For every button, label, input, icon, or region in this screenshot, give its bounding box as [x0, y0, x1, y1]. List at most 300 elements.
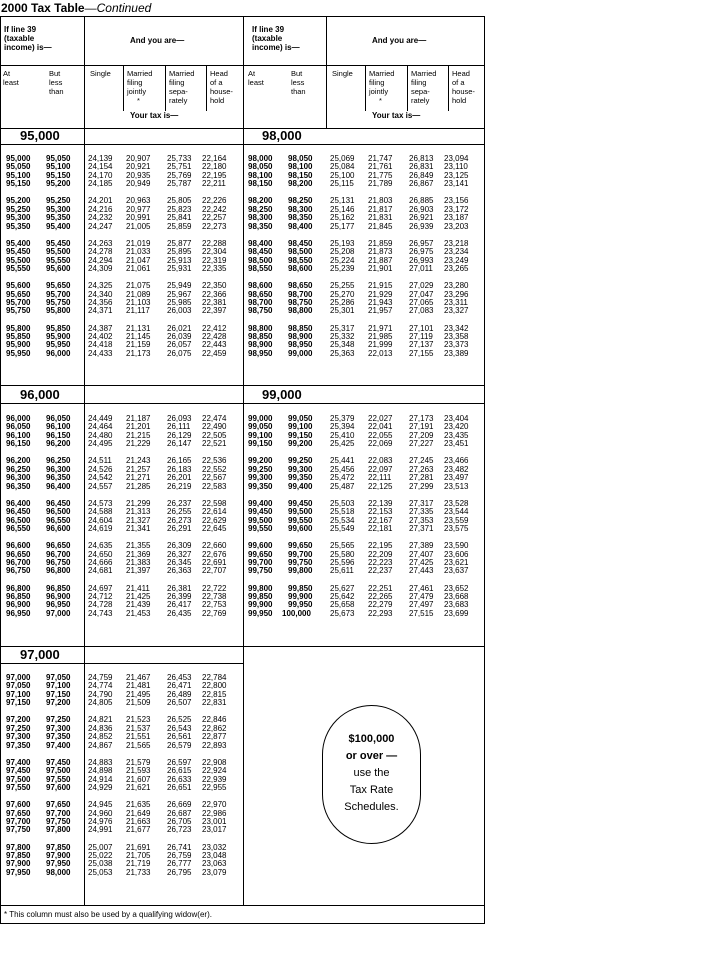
at-least-value: 97,650: [6, 808, 31, 818]
but-less-label: But less than: [49, 69, 64, 96]
mfj-tax: 21,215: [126, 430, 151, 440]
single-tax: 24,914: [88, 774, 113, 784]
at-least-value: 97,250: [6, 723, 31, 733]
at-least-value: 99,700: [248, 558, 273, 567]
less-than-value: 96,400: [46, 481, 71, 491]
single-tax: 25,239: [330, 264, 355, 273]
mfs-tax: 25,859: [167, 221, 192, 231]
at-least-value: 96,900: [6, 600, 31, 610]
less-than-value: 95,300: [46, 204, 71, 214]
mfj-tax: 21,677: [126, 825, 151, 835]
at-least-value: 99,600: [248, 541, 273, 551]
mfj-tax: 22,027: [368, 414, 393, 423]
less-than-value: 95,250: [46, 196, 71, 206]
single-tax: 25,658: [330, 600, 355, 610]
mfj-tax: 21,075: [126, 281, 151, 291]
mfs-tax: 26,687: [167, 808, 192, 818]
less-than-value: 96,250: [46, 456, 71, 466]
hoh-tax: 23,079: [202, 867, 227, 877]
hoh-tax: 23,559: [444, 515, 469, 525]
at-least-value: 96,100: [6, 430, 31, 440]
mfs-tax: 25,805: [167, 196, 192, 206]
less-than-value: 97,050: [46, 673, 71, 682]
at-least-value: 95,450: [6, 247, 31, 257]
mfs-tax: 26,183: [167, 464, 192, 474]
mfs-tax: 26,147: [167, 439, 192, 449]
hoh-tax: 22,645: [202, 524, 227, 533]
mfj-tax: 21,733: [126, 867, 151, 877]
single-tax: 24,325: [88, 281, 113, 291]
at-least-value: 96,650: [6, 549, 31, 559]
mfs-tax: 27,191: [409, 422, 434, 432]
mfj-tax: 21,383: [126, 558, 151, 567]
single-tax: 24,821: [88, 715, 113, 725]
page-title: 2000 Tax Table—Continued: [1, 1, 152, 15]
single-tax: 24,728: [88, 600, 113, 610]
mfj-tax: 22,097: [368, 464, 393, 474]
less-than-value: 99,800: [288, 566, 313, 576]
at-least-value: 95,050: [6, 162, 31, 172]
footer-rule: [0, 905, 485, 906]
single-tax: 24,495: [88, 439, 113, 449]
mfj-tax: 21,943: [368, 298, 393, 307]
single-tax: 24,790: [88, 689, 113, 699]
mfj-tax: 21,257: [126, 464, 151, 474]
less-than-value: 97,700: [46, 808, 71, 818]
mfs-tax: 26,867: [409, 179, 434, 189]
at-least-value: 99,150: [248, 439, 273, 449]
mfs-tax: 25,967: [167, 289, 192, 299]
mfs-tax: 26,255: [167, 507, 192, 517]
mfj-tax: 21,229: [126, 439, 151, 449]
less-than-value: 99,250: [288, 456, 313, 466]
hoh-tax: 23,110: [444, 162, 468, 172]
hoh-label: Head of a house- hold: [210, 69, 233, 105]
at-least-value: 98,900: [248, 340, 273, 350]
hoh-tax: 22,738: [202, 592, 227, 601]
at-least-value: 96,250: [6, 464, 31, 474]
mfj-tax: 22,265: [368, 592, 393, 601]
mfs-tax: 26,669: [167, 800, 192, 810]
at-least-value: 96,500: [6, 515, 31, 525]
at-least-value: 95,000: [6, 154, 31, 163]
mfs-tax: 26,273: [167, 515, 192, 525]
single-tax: 24,232: [88, 213, 113, 223]
hoh-tax: 23,063: [202, 859, 227, 869]
hoh-tax: 22,195: [202, 170, 227, 180]
hoh-tax: 22,629: [202, 515, 227, 525]
less-than-value: 98,350: [288, 213, 313, 223]
mfs-tax: 26,543: [167, 723, 192, 733]
mfs-tax: 26,075: [167, 348, 192, 358]
less-than-value: 96,200: [46, 439, 71, 449]
mfs-tax: 26,201: [167, 473, 192, 483]
single-tax: 25,642: [330, 592, 355, 601]
less-than-value: 98,050: [288, 154, 313, 163]
single-tax: 24,697: [88, 583, 113, 593]
single-tax: 24,883: [88, 757, 113, 767]
single-tax: 25,518: [330, 507, 355, 517]
hoh-tax: 23,048: [202, 851, 227, 860]
less-than-value: 97,000: [46, 608, 71, 618]
single-tax: 25,503: [330, 498, 355, 508]
less-than-value: 98,000: [46, 867, 71, 877]
mfs-tax: 25,733: [167, 154, 192, 163]
single-tax: 24,650: [88, 549, 113, 559]
col-div: [448, 65, 449, 111]
less-than-value: 97,250: [46, 715, 71, 725]
col-div: [123, 65, 124, 111]
single-tax: 25,611: [330, 566, 354, 576]
at-least-value: 98,050: [248, 162, 273, 172]
hoh-tax: 23,094: [444, 154, 469, 163]
mfs-tax: 25,787: [167, 179, 192, 189]
hoh-tax: 22,831: [202, 698, 227, 708]
hoh-tax: 22,505: [202, 430, 227, 440]
less-than-value: 98,600: [288, 264, 313, 273]
single-tax: 24,852: [88, 732, 113, 742]
mfj-tax: 21,467: [126, 673, 151, 682]
hoh-tax: 22,846: [202, 715, 227, 725]
hoh-tax: 22,660: [202, 541, 227, 551]
hoh-tax: 22,366: [202, 289, 227, 299]
mfs-tax: 26,723: [167, 825, 192, 835]
mfj-tax: 22,069: [368, 439, 393, 449]
mfs-tax: 26,795: [167, 867, 192, 877]
mfj-tax: 21,159: [126, 340, 151, 350]
and-you-are-label: And you are—: [372, 36, 427, 45]
less-than-value: 96,150: [46, 430, 71, 440]
at-least-value: 95,850: [6, 332, 31, 341]
mfj-tax: 21,985: [368, 332, 393, 341]
mfj-tax: 22,237: [368, 566, 393, 576]
at-least-value: 95,700: [6, 298, 31, 307]
hoh-tax: 22,242: [202, 204, 227, 214]
hoh-tax: 22,955: [202, 783, 227, 792]
single-tax: 24,185: [88, 179, 113, 189]
mfs-label: Married filing sepa- rately: [169, 69, 195, 105]
mfj-tax: 21,397: [126, 566, 151, 576]
mfj-tax: 21,509: [126, 698, 151, 708]
hoh-tax: 23,032: [202, 842, 227, 852]
less-than-value: 98,850: [288, 323, 313, 333]
single-tax: 25,441: [330, 456, 355, 466]
hoh-tax: 23,001: [202, 817, 227, 826]
at-least-value: 95,200: [6, 196, 31, 206]
mfs-tax: 26,813: [409, 154, 434, 163]
at-least-value: 95,550: [6, 264, 31, 273]
mfj-tax: 21,019: [126, 238, 151, 248]
single-tax: 25,627: [330, 583, 355, 593]
mfj-tax: 21,663: [126, 817, 151, 826]
at-least-value: 99,900: [248, 600, 273, 610]
mfj-tax: 22,125: [368, 481, 393, 491]
less-than-value: 99,350: [288, 473, 313, 483]
less-than-value: 96,900: [46, 592, 71, 601]
mfj-tax: 22,181: [368, 524, 393, 533]
mfs-tax: 26,471: [167, 681, 192, 691]
at-least-value: 96,350: [6, 481, 31, 491]
mfs-tax: 26,597: [167, 757, 192, 767]
less-than-value: 97,500: [46, 766, 71, 776]
label-rule: [0, 663, 243, 664]
less-than-value: 95,450: [46, 238, 71, 248]
single-tax: 25,580: [330, 549, 355, 559]
single-tax: 24,309: [88, 264, 113, 273]
mfs-tax: 27,515: [409, 608, 434, 618]
hoh-tax: 23,342: [444, 323, 469, 333]
hoh-tax: 22,490: [202, 422, 227, 432]
single-tax: 25,673: [330, 608, 355, 618]
mfs-tax: 27,173: [409, 414, 434, 423]
hoh-tax: 22,319: [202, 255, 227, 265]
hoh-label: Head of a house- hold: [452, 69, 475, 105]
mfs-tax: 27,299: [409, 481, 434, 491]
mfj-tax: 21,901: [368, 264, 393, 273]
mfj-tax: 21,691: [126, 842, 151, 852]
less-than-value: 99,100: [288, 422, 313, 432]
less-than-value: 98,950: [288, 340, 313, 350]
section-label: 95,000: [20, 128, 60, 143]
mfs-tax: 27,407: [409, 549, 434, 559]
at-least-value: 96,950: [6, 608, 31, 618]
hoh-tax: 23,699: [444, 608, 469, 618]
mfs-tax: 27,497: [409, 600, 434, 610]
mfj-tax: 21,929: [368, 289, 393, 299]
less-than-value: 95,200: [46, 179, 71, 189]
label-rule: [0, 403, 485, 404]
mfs-tax: 26,237: [167, 498, 192, 508]
at-least-value: 99,750: [248, 566, 273, 576]
hoh-tax: 22,552: [202, 464, 227, 474]
less-than-value: 97,800: [46, 825, 71, 835]
less-than-value: 95,900: [46, 332, 71, 341]
mfj-tax: 22,041: [368, 422, 393, 432]
mfj-label: Married filing jointly *: [127, 69, 153, 105]
at-least-value: 97,450: [6, 766, 31, 776]
section-rule-3: [0, 646, 485, 647]
at-least-value: 98,600: [248, 281, 273, 291]
mfj-tax: 21,285: [126, 481, 151, 491]
less-than-value: 96,050: [46, 414, 71, 423]
less-than-value: 96,750: [46, 558, 71, 567]
at-least-value: 97,500: [6, 774, 31, 784]
section-rule-2: [0, 385, 485, 386]
mfj-tax: 21,341: [126, 524, 151, 533]
single-tax: 24,945: [88, 800, 113, 810]
at-least-value: 98,250: [248, 204, 273, 214]
single-tax: 24,542: [88, 473, 113, 483]
hoh-tax: 22,722: [202, 583, 227, 593]
less-than-value: 99,850: [288, 583, 313, 593]
hoh-tax: 23,528: [444, 498, 469, 508]
mfj-tax: 20,991: [126, 213, 151, 223]
at-least-value: 98,100: [248, 170, 273, 180]
mfj-tax: 21,845: [368, 221, 393, 231]
mfj-tax: 22,223: [368, 558, 393, 567]
at-least-value: 96,150: [6, 439, 31, 449]
less-than-value: 97,400: [46, 740, 71, 750]
mfj-tax: 22,013: [368, 348, 393, 358]
mfj-tax: 21,859: [368, 238, 393, 248]
single-tax: 25,131: [330, 196, 355, 206]
less-than-value: 98,100: [288, 162, 313, 172]
mfs-label: Married filing sepa- rately: [411, 69, 437, 105]
mfs-tax: 27,209: [409, 430, 434, 440]
mfs-tax: 25,823: [167, 204, 192, 214]
at-least-value: 97,000: [6, 673, 31, 682]
single-tax: 24,619: [88, 524, 113, 533]
at-least-value: 99,850: [248, 592, 273, 601]
lower-center-divider: [243, 646, 244, 905]
mfj-tax: 21,103: [126, 298, 151, 307]
single-tax: 25,487: [330, 481, 355, 491]
at-least-value: 96,600: [6, 541, 31, 551]
mfs-tax: 27,119: [409, 332, 433, 341]
mfj-tax: 22,195: [368, 541, 393, 551]
mfj-tax: 21,999: [368, 340, 393, 350]
mfs-tax: 25,769: [167, 170, 192, 180]
mfs-tax: 26,615: [167, 766, 192, 776]
mfj-tax: 21,327: [126, 515, 151, 525]
hoh-tax: 22,986: [202, 808, 227, 818]
single-tax: 25,069: [330, 154, 355, 163]
hoh-tax: 22,211: [202, 179, 226, 189]
single-tax: 24,402: [88, 332, 113, 341]
at-least-value: 97,150: [6, 698, 31, 708]
section-label: 96,000: [20, 387, 60, 402]
single-tax: 25,534: [330, 515, 355, 525]
at-least-value: 95,600: [6, 281, 31, 291]
at-least-value: 97,750: [6, 825, 31, 835]
less-than-value: 97,100: [46, 681, 71, 691]
mfs-tax: 27,083: [409, 306, 434, 316]
hoh-tax: 23,668: [444, 592, 469, 601]
single-tax: 24,356: [88, 298, 113, 307]
single-tax: 24,139: [88, 154, 113, 163]
less-than-value: 99,400: [288, 481, 313, 491]
single-tax: 24,867: [88, 740, 113, 750]
mfj-tax: 21,369: [126, 549, 151, 559]
at-least-value: 99,650: [248, 549, 273, 559]
hoh-tax: 23,156: [444, 196, 469, 206]
hoh-tax: 23,187: [444, 213, 469, 223]
less-than-value: 95,100: [46, 162, 71, 172]
at-least-value: 96,550: [6, 524, 31, 533]
hoh-tax: 23,141: [444, 179, 469, 189]
hoh-tax: 23,435: [444, 430, 469, 440]
hoh-tax: 22,769: [202, 608, 227, 618]
mfs-tax: 26,579: [167, 740, 192, 750]
less-than-value: 97,300: [46, 723, 71, 733]
mfj-tax: 21,635: [126, 800, 151, 810]
single-tax: 24,712: [88, 592, 113, 601]
less-than-value: 97,200: [46, 698, 71, 708]
hoh-tax: 23,420: [444, 422, 469, 432]
single-tax: 25,053: [88, 867, 113, 877]
hoh-tax: 23,404: [444, 414, 469, 423]
less-than-value: 98,400: [288, 221, 313, 231]
single-tax: 24,960: [88, 808, 113, 818]
at-least-label: At least: [248, 69, 264, 87]
at-least-value: 98,300: [248, 213, 273, 223]
mfj-tax: 21,523: [126, 715, 151, 725]
your-tax-label: Your tax is—: [372, 111, 421, 120]
mfj-tax: 21,425: [126, 592, 151, 601]
mfs-tax: 26,633: [167, 774, 192, 784]
mfs-tax: 26,399: [167, 592, 192, 601]
single-label: Single: [90, 69, 111, 78]
less-than-value: 99,500: [288, 507, 313, 517]
hoh-tax: 22,521: [202, 439, 227, 449]
hoh-tax: 22,676: [202, 549, 227, 559]
mfs-tax: 27,461: [409, 583, 434, 593]
at-least-value: 96,200: [6, 456, 31, 466]
less-than-value: 95,700: [46, 289, 71, 299]
at-least-value: 95,400: [6, 238, 31, 248]
mfs-tax: 26,849: [409, 170, 434, 180]
less-than-value: 99,150: [288, 430, 313, 440]
mfj-tax: 21,271: [126, 473, 151, 483]
at-least-label: At least: [3, 69, 19, 87]
hoh-tax: 22,583: [202, 481, 227, 491]
at-least-value: 95,100: [6, 170, 31, 180]
mfs-tax: 26,039: [167, 332, 192, 341]
hoh-tax: 23,172: [444, 204, 469, 214]
at-least-value: 98,950: [248, 348, 273, 358]
less-than-value: 98,250: [288, 196, 313, 206]
hoh-tax: 22,428: [202, 332, 227, 341]
hoh-tax: 22,257: [202, 213, 227, 223]
mfs-tax: 27,029: [409, 281, 434, 291]
mfs-tax: 27,263: [409, 464, 434, 474]
hoh-tax: 22,350: [202, 281, 227, 291]
less-than-value: 98,800: [288, 306, 313, 316]
mfj-tax: 21,803: [368, 196, 393, 206]
at-least-value: 96,800: [6, 583, 31, 593]
less-than-value: 96,100: [46, 422, 71, 432]
single-tax: 24,340: [88, 289, 113, 299]
less-than-value: 95,400: [46, 221, 71, 231]
less-than-value: 96,000: [46, 348, 71, 358]
mfj-tax: 21,971: [368, 323, 393, 333]
single-tax: 25,363: [330, 348, 355, 358]
mfs-tax: 27,245: [409, 456, 434, 466]
mfj-tax: 21,551: [126, 732, 151, 742]
mfs-tax: 27,011: [409, 264, 433, 273]
at-least-value: 97,950: [6, 867, 31, 877]
mfs-tax: 26,831: [409, 162, 434, 172]
single-tax: 25,270: [330, 289, 355, 299]
hoh-tax: 22,784: [202, 673, 227, 682]
single-tax: 25,022: [88, 851, 113, 860]
mfj-tax: 22,111: [368, 473, 392, 483]
hoh-tax: 23,280: [444, 281, 469, 291]
if-line-label: If line 39 (taxable income) is—: [4, 25, 52, 52]
at-least-value: 96,700: [6, 558, 31, 567]
less-than-value: 99,050: [288, 414, 313, 423]
mfs-tax: 26,777: [167, 859, 192, 869]
single-tax: 25,379: [330, 414, 355, 423]
mfj-tax: 21,173: [126, 348, 151, 358]
at-least-value: 99,450: [248, 507, 273, 517]
mfs-tax: 26,417: [167, 600, 192, 610]
hoh-tax: 22,536: [202, 456, 227, 466]
at-least-value: 97,350: [6, 740, 31, 750]
single-tax: 25,317: [330, 323, 355, 333]
mfs-tax: 26,507: [167, 698, 192, 708]
single-tax: 25,115: [330, 179, 354, 189]
